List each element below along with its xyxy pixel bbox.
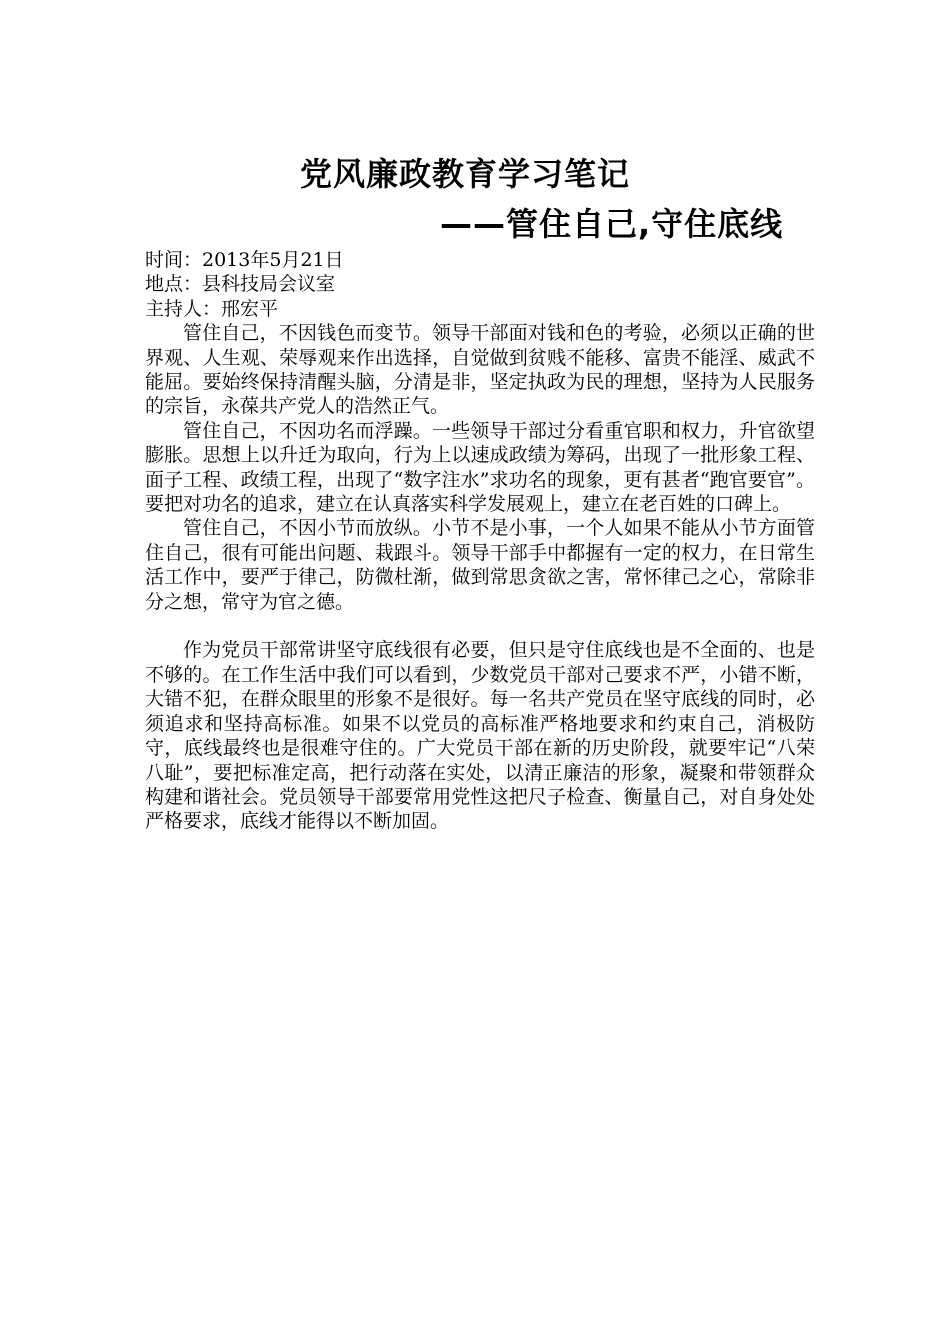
paragraph-bottom-line: 作为党员干部常讲坚守底线很有必要，但只是守住底线也是不全面的、也是不够的。在工作生活中我们可以看到，少数党员干部对己要求不严，小错不断，大错不犯，在群众眼里的形象不是很好。每一名共产党员在坚守底线的同时，必须追求和坚持高标准。如果不以党员的高标准严格地要求和约束自己，消极防守，底线最终也是很难守住的。广大党员干部在新的历史阶段，就要牢记“八荣八耻”，要把标准定高，把行动落在实处，以清正廉洁的形象，凝聚和带领群众构建和谐社会。党员领导干部要常用党性这把尺子检查、衡量自己，对自身处处严格要求，底线才能得以不断加固。 — [145, 639, 815, 833]
paragraph-money-and-lust: 管住自己，不因钱色而变节。领导干部面对钱和色的考验，必须以正确的世界观、人生观、荣辱观来作出选择，自觉做到贫贱不能移、富贵不能淫、威武不能屈。要始终保持清醒头脑，分清是非，坚定执政为民的理想，坚持为人民服务的宗旨，永葆共产党人的浩然正气。 — [145, 322, 815, 418]
meeting-location: 地点：县科技局会议室 — [145, 273, 336, 296]
document-title: 党风廉政教育学习笔记 — [300, 155, 631, 193]
meeting-host: 主持人：邢宏平 — [145, 297, 279, 320]
paragraph-fame-and-impetuousness: 管住自己，不因功名而浮躁。一些领导干部过分看重官职和权力，升官欲望膨胀。思想上以升迁为取向，行为上以速成政绩为筹码，出现了一批形象工程、面子工程、政绩工程，出现了“数字注水”求功名的现象，更有甚者“跑官要官”。要把对功名的追求，建立在认真落实科学发展观上，建立在老百姓的口碑上。 — [145, 419, 815, 516]
paragraph-spacer — [145, 614, 815, 638]
meeting-time: 时间：2013年5月21日 — [145, 249, 344, 271]
document-body — [145, 248, 815, 834]
paragraph-small-details: 管住自己，不因小节而放纵。小节不是小事，一个人如果不能从小节方面管住自己，很有可能出问题、栽跟斗。领导干部手中都握有一定的权力，在日常生活工作中，要严于律己，防微杜渐，做到常思贪欲之害，常怀律己之心，常除非分之想，常守为官之德。 — [145, 517, 815, 613]
document-subtitle: ——管住自己,守住底线 — [440, 205, 784, 243]
